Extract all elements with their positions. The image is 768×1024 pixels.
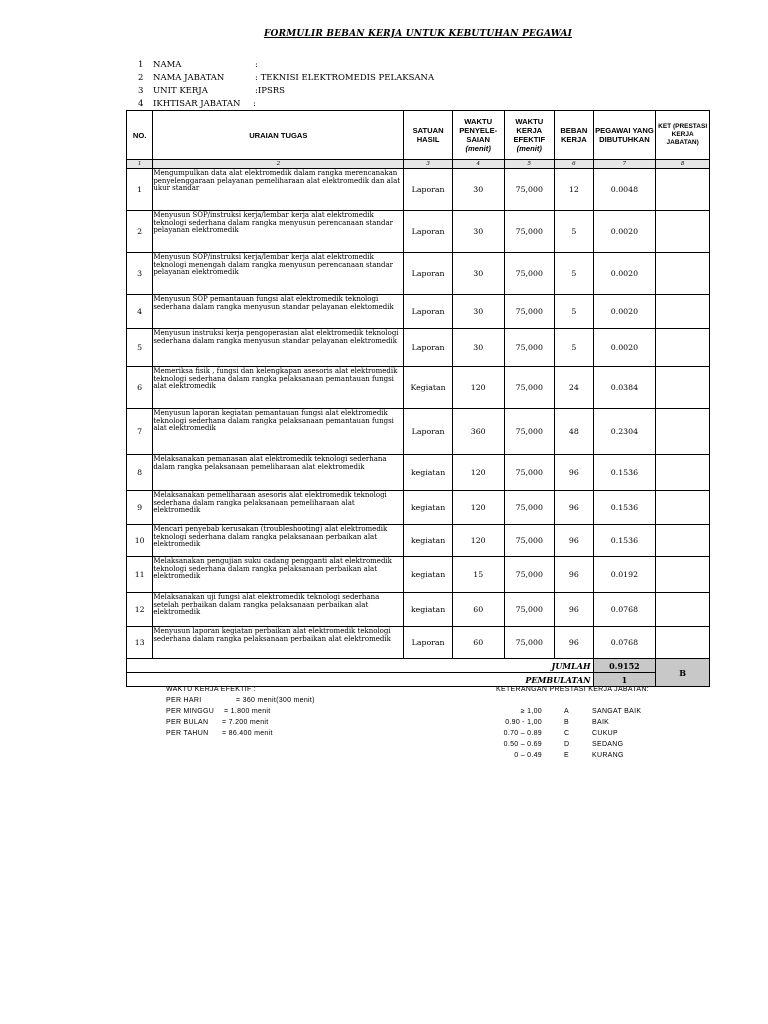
waktu-penyelesaian: 30 [452, 253, 504, 295]
row-number: 11 [127, 557, 153, 593]
table-row [127, 557, 710, 593]
header-waktu-penyelesaian-label: WAKTU PENYELE-SAIAN [459, 117, 498, 144]
beban-kerja: 96 [555, 455, 593, 491]
pegawai-dibutuhkan: 0.0020 [593, 329, 656, 367]
column-index: 6 [555, 160, 593, 169]
task-description: Melaksanakan uji fungsi alat elektromedik teknologi sederhana setelah perbaikan dalam rangka pelaksanaan perbaikan alat elektromedik [153, 593, 404, 627]
waktu-efektif: 75,000 [504, 455, 555, 491]
waktu-penyelesaian: 60 [452, 593, 504, 627]
keterangan-grade: B [564, 719, 569, 726]
beban-kerja: 48 [555, 409, 593, 455]
beban-kerja: 5 [555, 211, 593, 253]
column-index: 5 [504, 160, 555, 169]
info-label: NAMA JABATAN [153, 73, 225, 83]
task-description: Melaksanakan pengujian suku cadang pengganti alat elektromedik teknologi sederhana dalam rangka pelaksanaan perbaikan alat elektromedik [153, 557, 404, 593]
task-description: Menyusun SOP/instruksi kerja/lembar kerja alat elektromedik teknologi sederhana dalam rangka menyusun perencanaan standar pelayanan elektromedik [153, 211, 404, 253]
pegawai-dibutuhkan: 0.0384 [593, 367, 656, 409]
waktu-penyelesaian: 30 [452, 329, 504, 367]
waktu-penyelesaian: 60 [452, 627, 504, 659]
waktu-kerja-label: PER BULAN [166, 719, 209, 726]
keterangan-range: 0 – 0.49 [514, 752, 542, 759]
column-index: 2 [153, 160, 404, 169]
workload-table [126, 110, 710, 687]
keterangan-grade: A [564, 708, 569, 715]
header-satuan: SATUAN HASIL [404, 111, 453, 160]
table-row [127, 455, 710, 491]
task-description: Mengumpulkan data alat elektromedik dalam rangka merencanakan penyelenggaraan pelayanan pemeliharaan alat elektromedik dan alat ukur standar [153, 169, 404, 211]
info-value: :IPSRS [255, 86, 285, 96]
info-value: : [253, 99, 256, 109]
row-number: 7 [127, 409, 153, 455]
satuan-hasil: Laporan [404, 169, 453, 211]
waktu-penyelesaian: 30 [452, 295, 504, 329]
waktu-efektif: 75,000 [504, 367, 555, 409]
form-title: FORMULIR BEBAN KERJA UNTUK KEBUTUHAN PEGAWAI [263, 29, 573, 39]
row-number: 12 [127, 593, 153, 627]
pegawai-dibutuhkan: 0.2304 [593, 409, 656, 455]
task-description: Mencari penyebab kerusakan (troubleshooting) alat elektromedik teknologi sederhana dalam rangka pelaksanaan perbaikan alat elektromedik [153, 525, 404, 557]
header-no: NO. [127, 111, 153, 160]
task-description: Menyusun SOP pemantauan fungsi alat elektromedik teknologi sederhana dalam rangka menyusun standar pelayanan elektomedik [153, 295, 404, 329]
keterangan [656, 409, 710, 455]
keterangan [656, 525, 710, 557]
waktu-penyelesaian: 30 [452, 211, 504, 253]
column-index: 1 [127, 160, 153, 169]
beban-kerja: 12 [555, 169, 593, 211]
info-number: 3 [138, 86, 144, 96]
keterangan-desc: BAIK [592, 719, 610, 726]
beban-kerja: 96 [555, 491, 593, 525]
pegawai-dibutuhkan: 0.0768 [593, 593, 656, 627]
row-number: 10 [127, 525, 153, 557]
waktu-kerja-label: PER MINGGU [166, 708, 215, 715]
info-value: : [255, 60, 258, 70]
header-uraian: URAIAN TUGAS [153, 111, 404, 160]
pegawai-dibutuhkan: 0.0192 [593, 557, 656, 593]
column-index: 7 [593, 160, 656, 169]
column-index-row [127, 160, 710, 169]
pegawai-dibutuhkan: 0.0020 [593, 211, 656, 253]
satuan-hasil: Laporan [404, 295, 453, 329]
waktu-efektif: 75,000 [504, 211, 555, 253]
waktu-kerja-label: PER TAHUN [166, 730, 209, 737]
satuan-hasil: Laporan [404, 329, 453, 367]
satuan-hasil: Kegiatan [404, 367, 453, 409]
row-number: 8 [127, 455, 153, 491]
waktu-kerja-value: = 86.400 menit [222, 730, 273, 737]
table-row [127, 593, 710, 627]
keterangan-desc: SEDANG [592, 741, 624, 748]
pegawai-dibutuhkan: 0.0020 [593, 253, 656, 295]
row-number: 3 [127, 253, 153, 295]
header-waktu-penyelesaian-unit: (menit) [465, 144, 491, 153]
info-number: 2 [138, 73, 144, 83]
satuan-hasil: Laporan [404, 211, 453, 253]
keterangan-title: KETERANGAN PRESTASI KERJA JABATAN: [496, 686, 649, 693]
header-pegawai: PEGAWAI YANG DIBUTUHKAN [593, 111, 656, 160]
keterangan-desc: SANGAT BAIK [592, 708, 642, 715]
column-index: 3 [404, 160, 453, 169]
keterangan-grade: D [564, 741, 570, 748]
task-description: Menyusun SOP/instruksi kerja/lembar kerja alat elektromedik teknologi menengah dalam rangka menyusun perencanaan standar pelayanan elektromedik [153, 253, 404, 295]
task-description: Menyusun laporan kegiatan perbaikan alat elektromedik teknologi sederhana dalam rangka pelaksanaan perbaikan alat elektromedik [153, 627, 404, 659]
header-beban: BEBAN KERJA [555, 111, 593, 160]
keterangan-desc: CUKUP [592, 730, 619, 737]
row-number: 13 [127, 627, 153, 659]
row-number: 6 [127, 367, 153, 409]
waktu-efektif: 75,000 [504, 253, 555, 295]
keterangan [656, 491, 710, 525]
beban-kerja: 24 [555, 367, 593, 409]
table-row [127, 169, 710, 211]
waktu-efektif: 75,000 [504, 409, 555, 455]
pembulatan-value: 1 [593, 673, 656, 687]
column-index: 4 [452, 160, 504, 169]
table-row [127, 525, 710, 557]
table-row [127, 409, 710, 455]
grade-value: B [656, 659, 710, 687]
satuan-hasil: kegiatan [404, 557, 453, 593]
keterangan [656, 295, 710, 329]
header-waktu-efektif [504, 111, 555, 160]
waktu-penyelesaian: 120 [452, 367, 504, 409]
pembulatan-row [127, 673, 710, 687]
table-row [127, 253, 710, 295]
satuan-hasil: kegiatan [404, 525, 453, 557]
info-label: UNIT KERJA [153, 86, 208, 96]
beban-kerja: 5 [555, 295, 593, 329]
task-description: Menyusun laporan kegiatan pemantauan fungsi alat elektromedik teknologi sederhana dalam rangka pelaksanaan pemantauan fungsi alat elektromedik [153, 409, 404, 455]
waktu-penyelesaian: 120 [452, 491, 504, 525]
satuan-hasil: kegiatan [404, 491, 453, 525]
task-description: Melaksanakan pemeliharaan asesoris alat elektromedik teknologi sederhana dalam rangka pelaksanaan pemeliharaan alat elektromedik [153, 491, 404, 525]
keterangan-grade: E [564, 752, 569, 759]
keterangan [656, 169, 710, 211]
info-number: 4 [138, 99, 144, 109]
waktu-efektif: 75,000 [504, 525, 555, 557]
waktu-penyelesaian: 120 [452, 525, 504, 557]
header-waktu-efektif-unit: (menit) [516, 144, 542, 153]
keterangan-range: 0.70 – 0.89 [503, 730, 542, 737]
waktu-efektif: 75,000 [504, 169, 555, 211]
jumlah-value: 0.9152 [593, 659, 656, 673]
header-waktu-efektif-label: WAKTU KERJA EFEKTIF [513, 117, 546, 144]
beban-kerja: 5 [555, 253, 593, 295]
header-row [127, 111, 710, 160]
header-waktu-penyelesaian [452, 111, 504, 160]
jumlah-row [127, 659, 710, 673]
task-description: Memeriksa fisik , fungsi dan kelengkapan asesoris alat elektromedik teknologi sederhana dalam rangka pelaksanaan pemantauan fungsi alat elektromedik [153, 367, 404, 409]
waktu-kerja-value: = 7.200 menit [222, 719, 269, 726]
satuan-hasil: Laporan [404, 627, 453, 659]
waktu-efektif: 75,000 [504, 491, 555, 525]
table-row [127, 329, 710, 367]
table-row [127, 367, 710, 409]
row-number: 2 [127, 211, 153, 253]
waktu-kerja-title: WAKTU KERJA EFEKTIF : [166, 686, 257, 693]
keterangan [656, 329, 710, 367]
satuan-hasil: Laporan [404, 409, 453, 455]
keterangan [656, 455, 710, 491]
satuan-hasil: Laporan [404, 253, 453, 295]
beban-kerja: 96 [555, 627, 593, 659]
keterangan [656, 593, 710, 627]
waktu-efektif: 75,000 [504, 557, 555, 593]
waktu-efektif: 75,000 [504, 295, 555, 329]
keterangan-grade: C [564, 730, 570, 737]
keterangan [656, 253, 710, 295]
task-description: Melaksanakan pemanasan alat elektromedik teknologi sederhana dalam rangka pelaksanaan pemeliharaan alat elektromedik [153, 455, 404, 491]
keterangan-desc: KURANG [592, 752, 624, 759]
keterangan [656, 367, 710, 409]
info-label: IKHTISAR JABATAN [153, 99, 241, 109]
info-number: 1 [138, 60, 144, 70]
keterangan-range: 0.50 – 0.69 [503, 741, 542, 748]
waktu-kerja-label: PER HARI [166, 697, 202, 704]
waktu-efektif: 75,000 [504, 329, 555, 367]
table-row [127, 491, 710, 525]
beban-kerja: 96 [555, 557, 593, 593]
table-row [127, 627, 710, 659]
waktu-efektif: 75,000 [504, 627, 555, 659]
satuan-hasil: kegiatan [404, 593, 453, 627]
row-number: 9 [127, 491, 153, 525]
info-label: NAMA [153, 60, 182, 70]
waktu-penyelesaian: 30 [452, 169, 504, 211]
satuan-hasil: kegiatan [404, 455, 453, 491]
waktu-kerja-value: = 1.800 menit [224, 708, 271, 715]
pegawai-dibutuhkan: 0.1536 [593, 455, 656, 491]
table-row [127, 211, 710, 253]
waktu-penyelesaian: 360 [452, 409, 504, 455]
waktu-penyelesaian: 120 [452, 455, 504, 491]
beban-kerja: 96 [555, 593, 593, 627]
task-description: Menyusun instruksi kerja pengoperasian alat elektromedik teknologi sederhana dalam rangka menyusun standar pelayanan elektromedik [153, 329, 404, 367]
beban-kerja: 5 [555, 329, 593, 367]
pegawai-dibutuhkan: 0.1536 [593, 491, 656, 525]
waktu-kerja-value: = 360 menit(300 menit) [236, 697, 315, 704]
row-number: 4 [127, 295, 153, 329]
waktu-efektif: 75,000 [504, 593, 555, 627]
pegawai-dibutuhkan: 0.0768 [593, 627, 656, 659]
info-value: : TEKNISI ELEKTROMEDIS PELAKSANA [255, 73, 435, 83]
header-ket: KET (PRESTASI KERJA JABATAN) [656, 111, 710, 160]
pembulatan-label: PEMBULATAN [127, 673, 594, 687]
row-number: 5 [127, 329, 153, 367]
table-row [127, 295, 710, 329]
column-index: 8 [656, 160, 710, 169]
pegawai-dibutuhkan: 0.0048 [593, 169, 656, 211]
keterangan [656, 211, 710, 253]
row-number: 1 [127, 169, 153, 211]
keterangan-range: ≥ 1,00 [520, 708, 542, 715]
keterangan [656, 627, 710, 659]
pegawai-dibutuhkan: 0.0020 [593, 295, 656, 329]
beban-kerja: 96 [555, 525, 593, 557]
keterangan-range: 0.90 - 1,00 [505, 719, 542, 726]
jumlah-label: JUMLAH [127, 659, 594, 673]
waktu-penyelesaian: 15 [452, 557, 504, 593]
keterangan [656, 557, 710, 593]
pegawai-dibutuhkan: 0.1536 [593, 525, 656, 557]
